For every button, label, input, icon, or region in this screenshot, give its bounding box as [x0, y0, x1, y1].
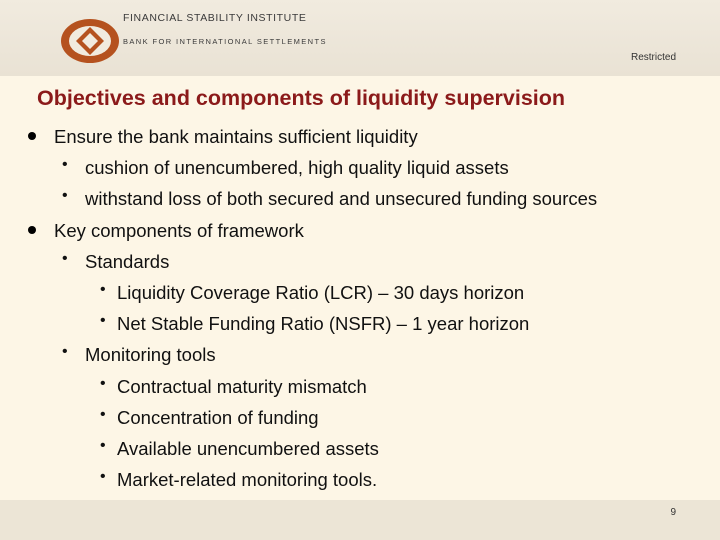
bullet-small-icon: • — [100, 312, 106, 329]
slide-footer — [0, 500, 720, 540]
sub-sub-bullet-item: Market-related monitoring tools. — [117, 469, 378, 490]
bullet-dot-icon — [28, 132, 36, 140]
org-name-fsi: FINANCIAL STABILITY INSTITUTE — [123, 12, 307, 24]
org-name-bis: BANK FOR INTERNATIONAL SETTLEMENTS — [123, 37, 327, 46]
bullet-small-icon: • — [62, 187, 68, 204]
bullet-item: Key components of framework — [54, 220, 304, 241]
sub-sub-bullet-item: Concentration of funding — [117, 407, 319, 428]
bullet-small-icon: • — [62, 156, 68, 173]
classification-label: Restricted — [630, 52, 676, 63]
sub-bullet-item: cushion of unencumbered, high quality liquid assets — [85, 157, 509, 178]
bullet-small-icon: • — [62, 343, 68, 360]
sub-bullet-item: Monitoring tools — [85, 344, 216, 365]
sub-sub-bullet-item: Liquidity Coverage Ratio (LCR) – 30 days horizon — [117, 282, 525, 303]
bullet-small-icon: • — [62, 250, 68, 267]
sub-sub-bullet-item: Net Stable Funding Ratio (NSFR) – 1 year horizon — [117, 313, 530, 334]
slide-title: Objectives and components of liquidity supervision — [37, 86, 566, 110]
bis-logo-icon — [60, 18, 120, 64]
sub-bullet-item: Standards — [85, 251, 170, 272]
page-number: 9 — [670, 507, 676, 518]
bullet-small-icon: • — [100, 468, 106, 485]
sub-sub-bullet-item: Contractual maturity mismatch — [117, 376, 367, 397]
slide-header — [0, 0, 720, 76]
bullet-small-icon: • — [100, 437, 106, 454]
bullet-small-icon: • — [100, 375, 106, 392]
bullet-small-icon: • — [100, 281, 106, 298]
bullet-small-icon: • — [100, 406, 106, 423]
bullet-item: Ensure the bank maintains sufficient liquidity — [54, 126, 418, 147]
sub-bullet-item: withstand loss of both secured and unsecured funding sources — [85, 188, 598, 209]
sub-sub-bullet-item: Available unencumbered assets — [117, 438, 379, 459]
bullet-dot-icon — [28, 226, 36, 234]
